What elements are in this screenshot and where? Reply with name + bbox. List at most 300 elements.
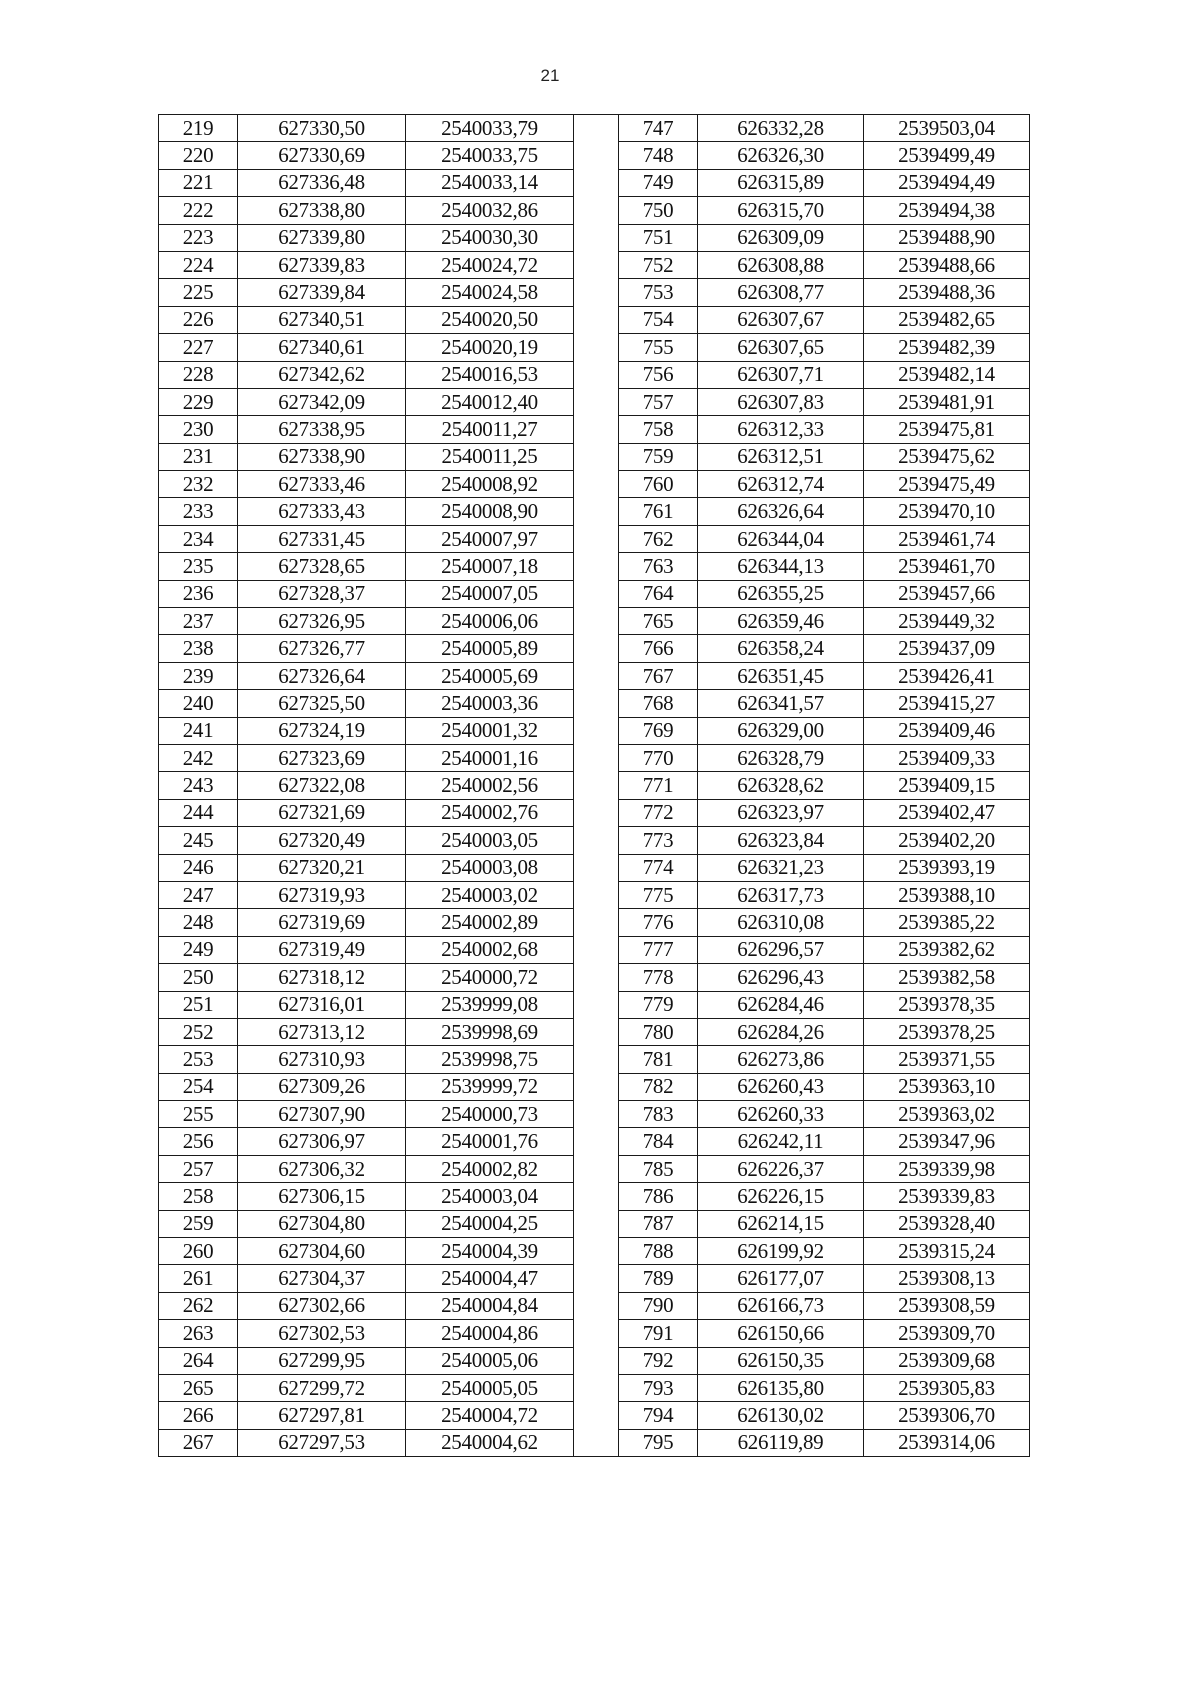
left-y-coordinate-cell: 2539998,75: [406, 1046, 574, 1073]
left-point-number-cell: 233: [159, 498, 238, 525]
table-row: [159, 1155, 1030, 1182]
right-x-coordinate-cell: 626323,97: [698, 799, 864, 826]
left-point-number-cell: 231: [159, 443, 238, 470]
right-x-coordinate-cell: 626226,37: [698, 1155, 864, 1182]
left-point-number-cell: 254: [159, 1073, 238, 1100]
left-y-coordinate-cell: 2540005,06: [406, 1347, 574, 1374]
left-point-number-cell: 236: [159, 580, 238, 607]
right-point-number-cell: 764: [619, 580, 698, 607]
left-y-coordinate-cell: 2540006,06: [406, 608, 574, 635]
right-x-coordinate-cell: 626296,57: [698, 936, 864, 963]
table-row: [159, 169, 1030, 196]
separator-gap-cell: [574, 388, 619, 415]
left-x-coordinate-cell: 627323,69: [238, 744, 406, 771]
separator-gap-cell: [574, 991, 619, 1018]
right-x-coordinate-cell: 626358,24: [698, 635, 864, 662]
separator-gap-cell: [574, 1265, 619, 1292]
left-y-coordinate-cell: 2540033,79: [406, 115, 574, 142]
separator-gap-cell: [574, 142, 619, 169]
right-x-coordinate-cell: 626119,89: [698, 1429, 864, 1456]
left-x-coordinate-cell: 627339,83: [238, 251, 406, 278]
left-y-coordinate-cell: 2540004,84: [406, 1292, 574, 1319]
right-x-coordinate-cell: 626321,23: [698, 854, 864, 881]
right-point-number-cell: 786: [619, 1183, 698, 1210]
left-x-coordinate-cell: 627304,37: [238, 1265, 406, 1292]
left-x-coordinate-cell: 627297,81: [238, 1402, 406, 1429]
right-x-coordinate-cell: 626355,25: [698, 580, 864, 607]
right-point-number-cell: 773: [619, 827, 698, 854]
table-row: [159, 416, 1030, 443]
separator-gap-cell: [574, 525, 619, 552]
left-point-number-cell: 234: [159, 525, 238, 552]
left-x-coordinate-cell: 627338,95: [238, 416, 406, 443]
right-x-coordinate-cell: 626329,00: [698, 717, 864, 744]
table-row: [159, 964, 1030, 991]
right-y-coordinate-cell: 2539409,15: [864, 772, 1030, 799]
right-y-coordinate-cell: 2539306,70: [864, 1402, 1030, 1429]
left-x-coordinate-cell: 627324,19: [238, 717, 406, 744]
left-point-number-cell: 224: [159, 251, 238, 278]
left-point-number-cell: 247: [159, 881, 238, 908]
left-y-coordinate-cell: 2540024,72: [406, 251, 574, 278]
left-y-coordinate-cell: 2540002,76: [406, 799, 574, 826]
left-point-number-cell: 220: [159, 142, 238, 169]
left-x-coordinate-cell: 627304,80: [238, 1210, 406, 1237]
left-x-coordinate-cell: 627326,64: [238, 662, 406, 689]
left-y-coordinate-cell: 2540001,32: [406, 717, 574, 744]
left-x-coordinate-cell: 627330,69: [238, 142, 406, 169]
table-row: [159, 361, 1030, 388]
left-y-coordinate-cell: 2540002,56: [406, 772, 574, 799]
left-y-coordinate-cell: 2540008,90: [406, 498, 574, 525]
left-y-coordinate-cell: 2539998,69: [406, 1018, 574, 1045]
left-x-coordinate-cell: 627322,08: [238, 772, 406, 799]
right-y-coordinate-cell: 2539475,49: [864, 471, 1030, 498]
table-row: [159, 1238, 1030, 1265]
right-y-coordinate-cell: 2539308,13: [864, 1265, 1030, 1292]
left-point-number-cell: 232: [159, 471, 238, 498]
right-x-coordinate-cell: 626312,51: [698, 443, 864, 470]
right-point-number-cell: 783: [619, 1101, 698, 1128]
right-x-coordinate-cell: 626260,33: [698, 1101, 864, 1128]
right-y-coordinate-cell: 2539363,02: [864, 1101, 1030, 1128]
right-y-coordinate-cell: 2539415,27: [864, 690, 1030, 717]
left-point-number-cell: 230: [159, 416, 238, 443]
separator-gap-cell: [574, 854, 619, 881]
table-row: [159, 1101, 1030, 1128]
right-x-coordinate-cell: 626307,67: [698, 306, 864, 333]
left-point-number-cell: 246: [159, 854, 238, 881]
left-point-number-cell: 242: [159, 744, 238, 771]
left-point-number-cell: 226: [159, 306, 238, 333]
right-point-number-cell: 791: [619, 1320, 698, 1347]
table-row: [159, 827, 1030, 854]
left-x-coordinate-cell: 627326,77: [238, 635, 406, 662]
right-x-coordinate-cell: 626326,64: [698, 498, 864, 525]
right-y-coordinate-cell: 2539488,36: [864, 279, 1030, 306]
separator-gap-cell: [574, 690, 619, 717]
right-x-coordinate-cell: 626166,73: [698, 1292, 864, 1319]
right-y-coordinate-cell: 2539402,47: [864, 799, 1030, 826]
left-y-coordinate-cell: 2540033,14: [406, 169, 574, 196]
right-point-number-cell: 778: [619, 964, 698, 991]
table-row: [159, 717, 1030, 744]
left-x-coordinate-cell: 627316,01: [238, 991, 406, 1018]
separator-gap-cell: [574, 1155, 619, 1182]
right-y-coordinate-cell: 2539426,41: [864, 662, 1030, 689]
left-x-coordinate-cell: 627309,26: [238, 1073, 406, 1100]
right-y-coordinate-cell: 2539339,98: [864, 1155, 1030, 1182]
table-row: [159, 690, 1030, 717]
right-x-coordinate-cell: 626344,13: [698, 553, 864, 580]
separator-gap-cell: [574, 1292, 619, 1319]
left-point-number-cell: 223: [159, 224, 238, 251]
right-y-coordinate-cell: 2539305,83: [864, 1374, 1030, 1401]
table-row: [159, 772, 1030, 799]
separator-gap-cell: [574, 416, 619, 443]
left-x-coordinate-cell: 627306,15: [238, 1183, 406, 1210]
separator-gap-cell: [574, 1402, 619, 1429]
left-x-coordinate-cell: 627297,53: [238, 1429, 406, 1456]
left-point-number-cell: 238: [159, 635, 238, 662]
table-row: [159, 1429, 1030, 1456]
left-x-coordinate-cell: 627321,69: [238, 799, 406, 826]
right-point-number-cell: 767: [619, 662, 698, 689]
left-x-coordinate-cell: 627302,53: [238, 1320, 406, 1347]
right-x-coordinate-cell: 626308,88: [698, 251, 864, 278]
left-y-coordinate-cell: 2540004,39: [406, 1238, 574, 1265]
separator-gap-cell: [574, 279, 619, 306]
table-row: [159, 224, 1030, 251]
left-point-number-cell: 250: [159, 964, 238, 991]
right-x-coordinate-cell: 626310,08: [698, 909, 864, 936]
page-number: 21: [540, 66, 560, 85]
left-y-coordinate-cell: 2540005,69: [406, 662, 574, 689]
left-x-coordinate-cell: 627342,62: [238, 361, 406, 388]
left-y-coordinate-cell: 2540011,25: [406, 443, 574, 470]
right-x-coordinate-cell: 626150,35: [698, 1347, 864, 1374]
right-x-coordinate-cell: 626307,83: [698, 388, 864, 415]
left-x-coordinate-cell: 627304,60: [238, 1238, 406, 1265]
right-y-coordinate-cell: 2539449,32: [864, 608, 1030, 635]
right-point-number-cell: 751: [619, 224, 698, 251]
table-row: [159, 525, 1030, 552]
right-x-coordinate-cell: 626135,80: [698, 1374, 864, 1401]
right-point-number-cell: 777: [619, 936, 698, 963]
right-y-coordinate-cell: 2539382,58: [864, 964, 1030, 991]
table-row: [159, 1320, 1030, 1347]
right-y-coordinate-cell: 2539385,22: [864, 909, 1030, 936]
left-x-coordinate-cell: 627338,90: [238, 443, 406, 470]
left-point-number-cell: 259: [159, 1210, 238, 1237]
table-row: [159, 1073, 1030, 1100]
right-y-coordinate-cell: 2539315,24: [864, 1238, 1030, 1265]
right-y-coordinate-cell: 2539481,91: [864, 388, 1030, 415]
table-row: [159, 197, 1030, 224]
right-point-number-cell: 749: [619, 169, 698, 196]
left-x-coordinate-cell: 627328,65: [238, 553, 406, 580]
right-y-coordinate-cell: 2539475,62: [864, 443, 1030, 470]
right-y-coordinate-cell: 2539409,46: [864, 717, 1030, 744]
left-point-number-cell: 240: [159, 690, 238, 717]
left-point-number-cell: 258: [159, 1183, 238, 1210]
left-point-number-cell: 239: [159, 662, 238, 689]
right-y-coordinate-cell: 2539328,40: [864, 1210, 1030, 1237]
left-y-coordinate-cell: 2540001,76: [406, 1128, 574, 1155]
right-x-coordinate-cell: 626328,62: [698, 772, 864, 799]
right-y-coordinate-cell: 2539488,90: [864, 224, 1030, 251]
table-row: [159, 909, 1030, 936]
left-x-coordinate-cell: 627339,80: [238, 224, 406, 251]
left-x-coordinate-cell: 627320,49: [238, 827, 406, 854]
left-y-coordinate-cell: 2540000,72: [406, 964, 574, 991]
left-point-number-cell: 237: [159, 608, 238, 635]
left-x-coordinate-cell: 627310,93: [238, 1046, 406, 1073]
right-x-coordinate-cell: 626260,43: [698, 1073, 864, 1100]
left-point-number-cell: 253: [159, 1046, 238, 1073]
right-point-number-cell: 780: [619, 1018, 698, 1045]
left-y-coordinate-cell: 2540003,02: [406, 881, 574, 908]
right-x-coordinate-cell: 626315,89: [698, 169, 864, 196]
separator-gap-cell: [574, 251, 619, 278]
right-point-number-cell: 754: [619, 306, 698, 333]
left-point-number-cell: 263: [159, 1320, 238, 1347]
left-y-coordinate-cell: 2540012,40: [406, 388, 574, 415]
right-y-coordinate-cell: 2539461,70: [864, 553, 1030, 580]
right-point-number-cell: 779: [619, 991, 698, 1018]
left-point-number-cell: 235: [159, 553, 238, 580]
left-y-coordinate-cell: 2540003,04: [406, 1183, 574, 1210]
separator-gap-cell: [574, 443, 619, 470]
right-x-coordinate-cell: 626341,57: [698, 690, 864, 717]
right-y-coordinate-cell: 2539457,66: [864, 580, 1030, 607]
separator-gap-cell: [574, 553, 619, 580]
table-row: [159, 1374, 1030, 1401]
table-row: [159, 881, 1030, 908]
right-y-coordinate-cell: 2539393,19: [864, 854, 1030, 881]
table-row: [159, 1347, 1030, 1374]
right-x-coordinate-cell: 626130,02: [698, 1402, 864, 1429]
left-y-coordinate-cell: 2540011,27: [406, 416, 574, 443]
right-y-coordinate-cell: 2539409,33: [864, 744, 1030, 771]
left-y-coordinate-cell: 2540004,47: [406, 1265, 574, 1292]
right-x-coordinate-cell: 626344,04: [698, 525, 864, 552]
left-x-coordinate-cell: 627342,09: [238, 388, 406, 415]
right-x-coordinate-cell: 626308,77: [698, 279, 864, 306]
separator-gap-cell: [574, 1183, 619, 1210]
right-point-number-cell: 756: [619, 361, 698, 388]
separator-gap-cell: [574, 1018, 619, 1045]
left-x-coordinate-cell: 627302,66: [238, 1292, 406, 1319]
separator-gap-cell: [574, 827, 619, 854]
left-point-number-cell: 261: [159, 1265, 238, 1292]
left-y-coordinate-cell: 2540003,08: [406, 854, 574, 881]
separator-gap-cell: [574, 334, 619, 361]
left-x-coordinate-cell: 627326,95: [238, 608, 406, 635]
left-point-number-cell: 265: [159, 1374, 238, 1401]
table-row: [159, 443, 1030, 470]
right-y-coordinate-cell: 2539339,83: [864, 1183, 1030, 1210]
left-y-coordinate-cell: 2540032,86: [406, 197, 574, 224]
left-x-coordinate-cell: 627307,90: [238, 1101, 406, 1128]
right-y-coordinate-cell: 2539382,62: [864, 936, 1030, 963]
separator-gap-cell: [574, 1210, 619, 1237]
right-point-number-cell: 763: [619, 553, 698, 580]
left-point-number-cell: 221: [159, 169, 238, 196]
table-row: [159, 1128, 1030, 1155]
left-point-number-cell: 267: [159, 1429, 238, 1456]
left-x-coordinate-cell: 627306,97: [238, 1128, 406, 1155]
right-point-number-cell: 758: [619, 416, 698, 443]
right-y-coordinate-cell: 2539309,70: [864, 1320, 1030, 1347]
right-x-coordinate-cell: 626284,46: [698, 991, 864, 1018]
right-point-number-cell: 750: [619, 197, 698, 224]
table-row: [159, 608, 1030, 635]
right-point-number-cell: 774: [619, 854, 698, 881]
left-point-number-cell: 257: [159, 1155, 238, 1182]
right-x-coordinate-cell: 626351,45: [698, 662, 864, 689]
left-point-number-cell: 266: [159, 1402, 238, 1429]
left-point-number-cell: 225: [159, 279, 238, 306]
right-y-coordinate-cell: 2539347,96: [864, 1128, 1030, 1155]
left-x-coordinate-cell: 627340,61: [238, 334, 406, 361]
table-body: [159, 115, 1030, 1457]
left-x-coordinate-cell: 627340,51: [238, 306, 406, 333]
left-point-number-cell: 255: [159, 1101, 238, 1128]
right-point-number-cell: 776: [619, 909, 698, 936]
right-point-number-cell: 795: [619, 1429, 698, 1456]
right-x-coordinate-cell: 626328,79: [698, 744, 864, 771]
left-y-coordinate-cell: 2540008,92: [406, 471, 574, 498]
separator-gap-cell: [574, 936, 619, 963]
table-row: [159, 799, 1030, 826]
left-y-coordinate-cell: 2539999,72: [406, 1073, 574, 1100]
left-point-number-cell: 256: [159, 1128, 238, 1155]
coordinates-table: [158, 114, 1030, 1457]
table-row: [159, 662, 1030, 689]
table-row: [159, 251, 1030, 278]
separator-gap-cell: [574, 1374, 619, 1401]
left-x-coordinate-cell: 627313,12: [238, 1018, 406, 1045]
separator-gap-cell: [574, 772, 619, 799]
left-point-number-cell: 245: [159, 827, 238, 854]
left-x-coordinate-cell: 627299,72: [238, 1374, 406, 1401]
right-point-number-cell: 785: [619, 1155, 698, 1182]
separator-gap-cell: [574, 744, 619, 771]
left-x-coordinate-cell: 627331,45: [238, 525, 406, 552]
table-row: [159, 635, 1030, 662]
left-y-coordinate-cell: 2540005,89: [406, 635, 574, 662]
left-y-coordinate-cell: 2540020,50: [406, 306, 574, 333]
table-row: [159, 991, 1030, 1018]
left-x-coordinate-cell: 627338,80: [238, 197, 406, 224]
separator-gap-cell: [574, 608, 619, 635]
right-point-number-cell: 769: [619, 717, 698, 744]
right-y-coordinate-cell: 2539437,09: [864, 635, 1030, 662]
separator-gap-cell: [574, 115, 619, 142]
separator-gap-cell: [574, 881, 619, 908]
right-point-number-cell: 782: [619, 1073, 698, 1100]
left-y-coordinate-cell: 2540024,58: [406, 279, 574, 306]
right-point-number-cell: 766: [619, 635, 698, 662]
right-x-coordinate-cell: 626309,09: [698, 224, 864, 251]
right-point-number-cell: 755: [619, 334, 698, 361]
left-x-coordinate-cell: 627299,95: [238, 1347, 406, 1374]
left-y-coordinate-cell: 2540007,97: [406, 525, 574, 552]
left-y-coordinate-cell: 2540003,05: [406, 827, 574, 854]
right-point-number-cell: 790: [619, 1292, 698, 1319]
separator-gap-cell: [574, 306, 619, 333]
separator-gap-cell: [574, 1128, 619, 1155]
separator-gap-cell: [574, 717, 619, 744]
left-x-coordinate-cell: 627320,21: [238, 854, 406, 881]
left-y-coordinate-cell: 2540003,36: [406, 690, 574, 717]
right-point-number-cell: 752: [619, 251, 698, 278]
right-x-coordinate-cell: 626226,15: [698, 1183, 864, 1210]
right-y-coordinate-cell: 2539482,65: [864, 306, 1030, 333]
right-x-coordinate-cell: 626317,73: [698, 881, 864, 908]
right-y-coordinate-cell: 2539378,35: [864, 991, 1030, 1018]
right-x-coordinate-cell: 626296,43: [698, 964, 864, 991]
left-y-coordinate-cell: 2540002,89: [406, 909, 574, 936]
right-y-coordinate-cell: 2539402,20: [864, 827, 1030, 854]
left-y-coordinate-cell: 2540004,86: [406, 1320, 574, 1347]
left-y-coordinate-cell: 2539999,08: [406, 991, 574, 1018]
left-point-number-cell: 222: [159, 197, 238, 224]
right-x-coordinate-cell: 626284,26: [698, 1018, 864, 1045]
left-point-number-cell: 264: [159, 1347, 238, 1374]
right-x-coordinate-cell: 626307,65: [698, 334, 864, 361]
right-y-coordinate-cell: 2539363,10: [864, 1073, 1030, 1100]
left-y-coordinate-cell: 2540016,53: [406, 361, 574, 388]
table-row: [159, 1046, 1030, 1073]
table-row: [159, 1018, 1030, 1045]
left-x-coordinate-cell: 627318,12: [238, 964, 406, 991]
table-row: [159, 1183, 1030, 1210]
left-point-number-cell: 251: [159, 991, 238, 1018]
table-row: [159, 279, 1030, 306]
left-point-number-cell: 227: [159, 334, 238, 361]
separator-gap-cell: [574, 799, 619, 826]
right-x-coordinate-cell: 626323,84: [698, 827, 864, 854]
separator-gap-cell: [574, 1429, 619, 1456]
left-x-coordinate-cell: 627328,37: [238, 580, 406, 607]
right-y-coordinate-cell: 2539494,38: [864, 197, 1030, 224]
right-x-coordinate-cell: 626326,30: [698, 142, 864, 169]
table-row: [159, 936, 1030, 963]
left-point-number-cell: 262: [159, 1292, 238, 1319]
table-row: [159, 388, 1030, 415]
table-row: [159, 1292, 1030, 1319]
left-y-coordinate-cell: 2540002,68: [406, 936, 574, 963]
right-point-number-cell: 794: [619, 1402, 698, 1429]
right-y-coordinate-cell: 2539461,74: [864, 525, 1030, 552]
left-y-coordinate-cell: 2540000,73: [406, 1101, 574, 1128]
separator-gap-cell: [574, 1046, 619, 1073]
right-x-coordinate-cell: 626273,86: [698, 1046, 864, 1073]
table-row: [159, 744, 1030, 771]
right-y-coordinate-cell: 2539308,59: [864, 1292, 1030, 1319]
table-row: [159, 1402, 1030, 1429]
right-point-number-cell: 761: [619, 498, 698, 525]
left-point-number-cell: 260: [159, 1238, 238, 1265]
left-point-number-cell: 219: [159, 115, 238, 142]
left-point-number-cell: 228: [159, 361, 238, 388]
right-y-coordinate-cell: 2539309,68: [864, 1347, 1030, 1374]
right-x-coordinate-cell: 626312,33: [698, 416, 864, 443]
right-x-coordinate-cell: 626359,46: [698, 608, 864, 635]
left-point-number-cell: 229: [159, 388, 238, 415]
